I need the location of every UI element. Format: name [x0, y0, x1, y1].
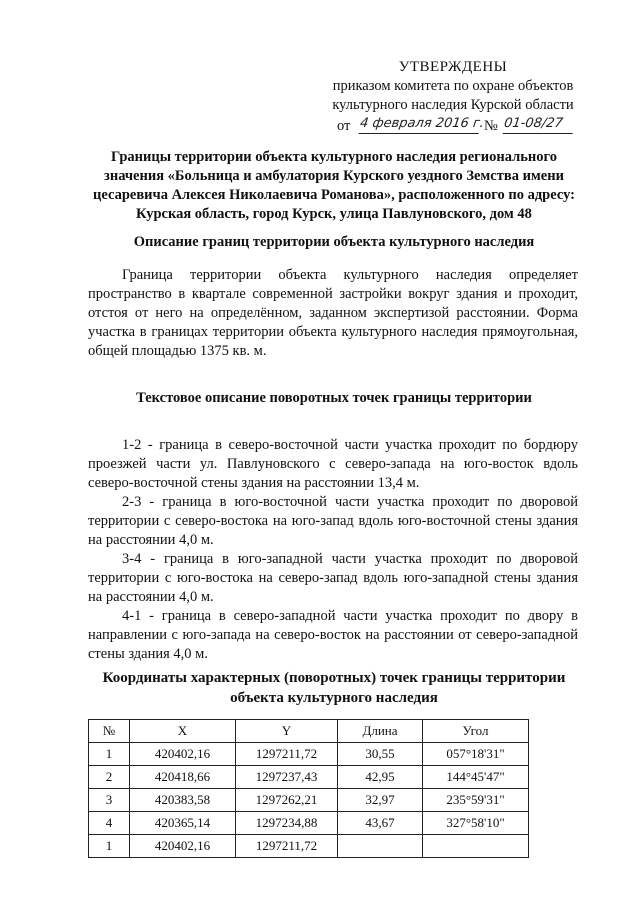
- section-3-heading: Координаты характерных (поворотных) точек границы территории объекта культурного наследия: [102, 670, 566, 706]
- table-row: [89, 812, 529, 835]
- boundary-point-1-2: 1-2 - граница в северо-восточной части участка проходит по бордюру проезжей части ул. Павлуновского с северо-запада на юго-восток вдоль северо-восточной стены здания на расстоянии 13,4 м.: [88, 437, 578, 491]
- section-1-text: Граница территории объекта культурного наследия определяет пространство в квартале современной застройки вокруг здания и проходит, отстоя от него на определённом, заданном экспертизой расстоянии. Форма участка в границах территории объекта культурного наследия прямоугольная, общей площадью 1375 кв. м.: [88, 267, 578, 359]
- table-header-row: [89, 720, 529, 743]
- cell-angle: 327°58'10": [423, 812, 529, 835]
- header-length: Длина: [338, 720, 423, 743]
- header-y: Y: [236, 720, 338, 743]
- coordinates-table: [88, 719, 529, 858]
- cell-number: 1: [89, 743, 130, 766]
- number-sign: №: [484, 118, 498, 134]
- boundary-point-2-3: 2-3 - граница в юго-восточной части участка проходит по дворовой территории с северо-востока на юго-запад вдоль юго-восточной стены здания на расстоянии 4,0 м.: [88, 494, 578, 548]
- document-title: Границы территории объекта культурного наследия регионального значения «Больница и амбулатория Курского уездного Земства имени цесаревича Алексея Николаевича Романова», расположенного по адресу: Курская область, город Курск, улица Павлуновского, дом 48: [93, 149, 575, 222]
- cell-x: 420365,14: [130, 812, 236, 835]
- cell-y: 1297211,72: [236, 743, 338, 766]
- header-number: №: [89, 720, 130, 743]
- cell-length: 30,55: [338, 743, 423, 766]
- cell-y: 1297262,21: [236, 789, 338, 812]
- approval-date-number-line: [318, 116, 588, 138]
- section-2-heading: Текстовое описание поворотных точек границы территории: [136, 390, 532, 406]
- cell-x: 420418,66: [130, 766, 236, 789]
- header-x: X: [130, 720, 236, 743]
- approval-heading: УТВЕРЖДЕНЫ: [398, 59, 508, 75]
- cell-y: 1297237,43: [236, 766, 338, 789]
- header-angle: Угол: [423, 720, 529, 743]
- cell-length: 42,95: [338, 766, 423, 789]
- approval-line-2: культурного наследия Курской области: [332, 97, 574, 113]
- cell-length: 32,97: [338, 789, 423, 812]
- cell-angle: 144°45'47": [423, 766, 529, 789]
- section-1-heading: Описание границ территории объекта культурного наследия: [133, 234, 535, 250]
- boundary-point-4-1: 4-1 - граница в северо-западной части участка проходит по двору в направлении с юго-запада на северо-восток на расстоянии от северо-западной стены здания 4,0 м.: [88, 608, 578, 662]
- cell-angle: 235°59'31": [423, 789, 529, 812]
- cell-number: 1: [89, 835, 130, 858]
- date-prefix: от: [337, 118, 351, 134]
- cell-y: 1297234,88: [236, 812, 338, 835]
- cell-number: 4: [89, 812, 130, 835]
- table-row: [89, 743, 529, 766]
- cell-x: 420383,58: [130, 789, 236, 812]
- table-row: [89, 835, 529, 858]
- approval-line-1: приказом комитета по охране объектов: [332, 78, 574, 94]
- cell-number: 2: [89, 766, 130, 789]
- handwritten-number: 01-08/27: [503, 114, 576, 134]
- cell-x: 420402,16: [130, 835, 236, 858]
- table-row: [89, 789, 529, 812]
- table-row: [89, 766, 529, 789]
- cell-length: [338, 835, 423, 858]
- cell-y: 1297211,72: [236, 835, 338, 858]
- cell-x: 420402,16: [130, 743, 236, 766]
- boundary-point-3-4: 3-4 - граница в юго-западной части участка проходит по дворовой территории с юго-востока на северо-запад вдоль юго-западной стены здания на расстоянии 4,0 м.: [88, 551, 578, 605]
- approval-block: [318, 58, 588, 138]
- handwritten-date: 4 февраля 2016 г.: [359, 114, 482, 134]
- cell-angle: 057°18'31": [423, 743, 529, 766]
- cell-length: 43,67: [338, 812, 423, 835]
- cell-angle: [423, 835, 529, 858]
- cell-number: 3: [89, 789, 130, 812]
